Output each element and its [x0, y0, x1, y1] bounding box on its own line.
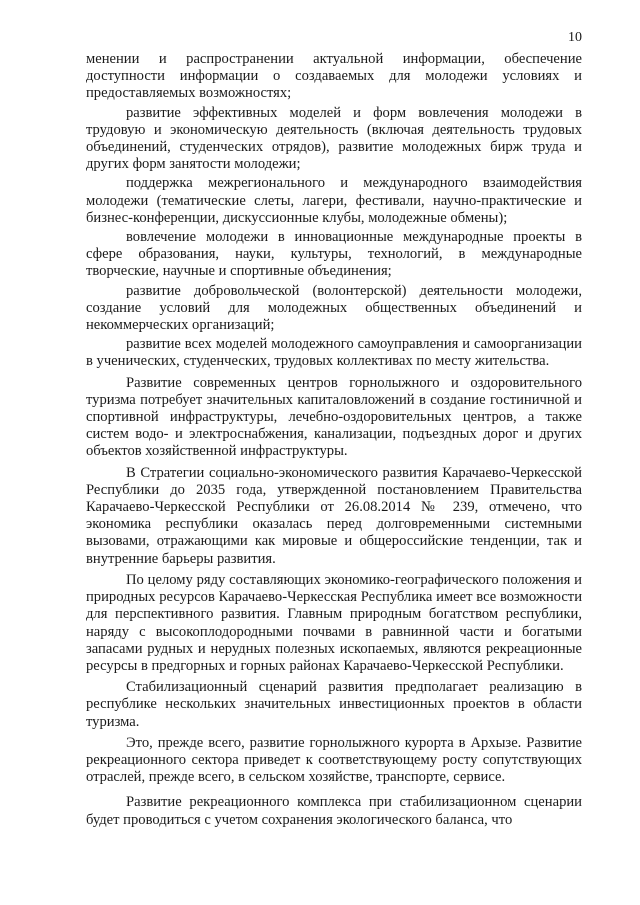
paragraph-2: развитие эффективных моделей и форм вовлечения молодежи в трудовую и экономическую деятельность (включая деятельность трудовых объединений, студенческих отрядов), развитие молодежных бирж труда и других форм занятости молодежи; — [86, 104, 582, 173]
paragraph-1: менении и распространении актуальной информации, обеспечение доступности информации о создаваемых для молодежи условиях и предоставляемых возможностях; — [86, 51, 582, 102]
page-number: 10 — [568, 30, 582, 45]
paragraph-8: В Стратегии социально-экономического развития Карачаево-Черкесской Республики до 2035 года, утвержденной постановлением Правительства Карачаево-Черкесской Республики от 26.08.2014 № 239, отмечено, что экономика республики оказалась перед долговременными системными вызовами, отражающими как мировые и общероссийские тенденции, так и внутренние барьеры развития. — [86, 464, 582, 567]
paragraph-9: По целому ряду составляющих экономико-географического положения и природных ресурсов Карачаево-Черкесская Республика имеет все возможности для перспективного развития. Главным природным богатством республики, наряду с высокоплодородными почвами в равнинной части и богатыми запасами рудных и нерудных полезных ископаемых, являются рекреационные ресурсы в предгорных и горных районах Карачаево-Черкесской Республики. — [86, 571, 582, 674]
paragraph-7: Развитие современных центров горнолыжного и оздоровительного туризма потребует значительных капиталовложений в создание гостиничной и спортивной инфраструктуры, лечебно-оздоровительных центров, а также систем водо- и электроснабжения, канализации, подъездных дорог и других объектов хозяйственной инфраструктуры. — [86, 374, 582, 460]
paragraph-11: Это, прежде всего, развитие горнолыжного курорта в Архызе. Развитие рекреационного сектора приведет к соответствующему росту сопутствующих отраслей, прежде всего, в сельском хозяйстве, транспорте, сервисе. — [86, 734, 582, 786]
paragraph-5: развитие добровольческой (волонтерской) деятельности молодежи, создание условий для молодежных общественных объединений и некоммерческих организаций; — [86, 282, 582, 334]
paragraph-4: вовлечение молодежи в инновационные международные проекты в сфере образования, науки, культуры, технологий, в международные творческие, научные и спортивные объединения; — [86, 229, 582, 280]
paragraph-12: Развитие рекреационного комплекса при стабилизационном сценарии будет проводиться с учетом сохранения экологического баланса, что — [86, 794, 582, 828]
paragraph-6: развитие всех моделей молодежного самоуправления и самоорганизации в ученических, студенческих, трудовых коллективах по месту жительства. — [86, 336, 582, 370]
paragraph-3: поддержка межрегионального и международного взаимодействия молодежи (тематические слеты, лагери, фестивали, научно-практические и бизнес-конференции, дискуссионные клубы, молодежные обмены); — [86, 175, 582, 226]
paragraph-10: Стабилизационный сценарий развития предполагает реализацию в республике нескольких значительных инвестиционных проектов в области туризма. — [86, 679, 582, 730]
document-body — [86, 51, 582, 829]
